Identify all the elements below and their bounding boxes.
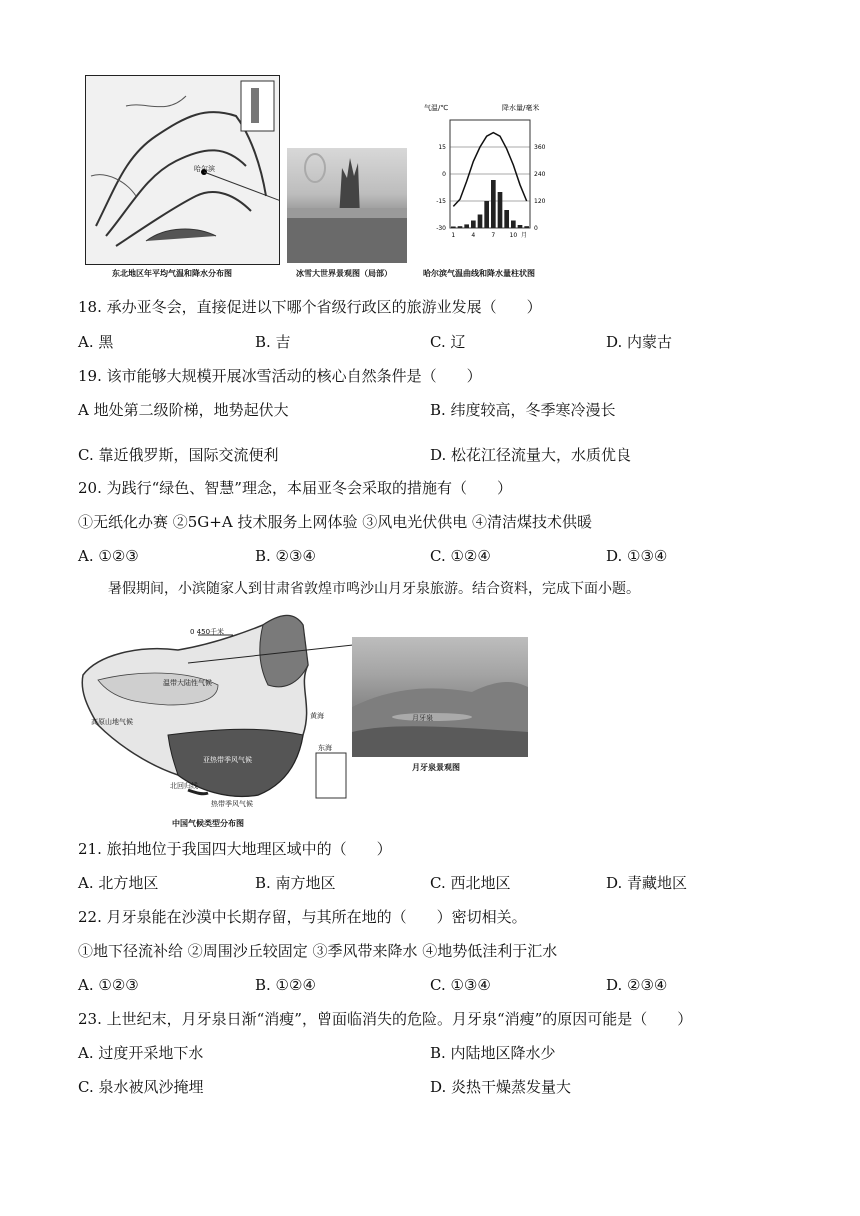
q19-option-c[interactable]: C. 靠近俄罗斯，国际交流便利 bbox=[78, 446, 279, 464]
photo-caption: 冰雪大世界景观图（局部） bbox=[296, 269, 392, 278]
question-22-stem: 22. 月牙泉能在沙漠中长期存留，与其所在地的（ ）密切相关。 bbox=[78, 908, 527, 926]
precipitation-bar bbox=[518, 225, 523, 228]
label-tropical: 热带季风气候 bbox=[211, 800, 253, 808]
question-19-stem: 19. 该市能够大规模开展冰雪活动的核心自然条件是（ ） bbox=[78, 367, 482, 385]
q22-option-d[interactable]: D. ②③④ bbox=[606, 976, 668, 994]
question-21-stem: 21. 旅拍地位于我国四大地理区域中的（ ） bbox=[78, 840, 392, 858]
precipitation-bar bbox=[458, 226, 463, 228]
q20-option-a[interactable]: A. ①②③ bbox=[78, 547, 139, 565]
precipitation-bar bbox=[471, 221, 476, 229]
scale-bar-label: 0 450千米 bbox=[190, 628, 225, 636]
china-climate-map bbox=[78, 605, 353, 815]
climate-chart-svg bbox=[420, 100, 560, 270]
precipitation-bar bbox=[478, 215, 483, 229]
climate-chart bbox=[420, 100, 560, 270]
y-left-tick-label: -30 bbox=[436, 225, 446, 232]
x-tick-label: 1 bbox=[451, 232, 456, 239]
map-caption: 东北地区年平均气温和降水分布图 bbox=[112, 269, 232, 278]
q21-option-c[interactable]: C. 西北地区 bbox=[430, 874, 511, 892]
label-temperate-continental: 温带大陆性气候 bbox=[163, 679, 212, 687]
x-tick-label: 10 bbox=[509, 232, 518, 239]
q18-option-d[interactable]: D. 内蒙古 bbox=[606, 333, 673, 351]
q20-option-c[interactable]: C. ①②④ bbox=[430, 547, 491, 565]
q20-option-d[interactable]: D. ①③④ bbox=[606, 547, 668, 565]
q21-option-b[interactable]: B. 南方地区 bbox=[255, 874, 336, 892]
q22-statements: ①地下径流补给 ②周围沙丘较固定 ③季风带来降水 ④地势低洼利于汇水 bbox=[78, 942, 558, 960]
northeast-map bbox=[85, 75, 280, 265]
q22-option-a[interactable]: A. ①②③ bbox=[78, 976, 139, 994]
precipitation-bar bbox=[484, 201, 489, 228]
y-right-tick-label: 0 bbox=[534, 225, 538, 232]
x-tick-label: 4 bbox=[471, 232, 476, 239]
label-subtropical: 亚热带季风气候 bbox=[203, 756, 252, 764]
precipitation-bar bbox=[504, 210, 509, 228]
precipitation-bar bbox=[464, 224, 469, 228]
map-city-label: 哈尔滨 bbox=[194, 165, 215, 173]
left-axis-title: 气温/℃ bbox=[424, 104, 449, 112]
desert-drawing bbox=[352, 637, 528, 757]
question-20-stem: 20. 为践行“绿色、智慧”理念，本届亚冬会采取的措施有（ ） bbox=[78, 479, 512, 497]
q19-option-d[interactable]: D. 松花江径流量大，水质优良 bbox=[430, 446, 632, 464]
x-tick-label: 7 bbox=[491, 232, 496, 239]
q18-option-c[interactable]: C. 辽 bbox=[430, 333, 466, 351]
precipitation-bar bbox=[491, 180, 496, 228]
question-23-stem: 23. 上世纪末，月牙泉日渐“消瘦”，曾面临消失的危险。月牙泉“消瘦”的原因可能是（ ） bbox=[78, 1010, 693, 1028]
y-left-tick-label: 0 bbox=[442, 171, 446, 178]
q18-option-b[interactable]: B. 吉 bbox=[255, 333, 291, 351]
china-map-caption: 中国气候类型分布图 bbox=[172, 819, 244, 828]
right-axis-title: 降水量/毫米 bbox=[502, 104, 540, 112]
precipitation-bar bbox=[498, 192, 503, 228]
chart-caption: 哈尔滨气温曲线和降水量柱状图 bbox=[423, 269, 535, 278]
label-huanghai: 黄海 bbox=[310, 712, 324, 720]
y-left-tick-label: -15 bbox=[436, 198, 446, 205]
precipitation-bar bbox=[451, 227, 456, 229]
y-right-tick-label: 120 bbox=[534, 198, 546, 205]
y-right-tick-label: 240 bbox=[534, 171, 546, 178]
northeast-map-drawing bbox=[86, 76, 279, 264]
temperature-line bbox=[453, 133, 526, 207]
q23-option-c[interactable]: C. 泉水被风沙掩埋 bbox=[78, 1078, 204, 1096]
q23-option-a[interactable]: A. 过度开采地下水 bbox=[78, 1044, 204, 1062]
label-beihui: 北回归线 bbox=[170, 782, 198, 790]
q20-option-b[interactable]: B. ②③④ bbox=[255, 547, 316, 565]
label-highland: 高原山地气候 bbox=[91, 718, 133, 726]
x-tick-label: 月 bbox=[520, 232, 528, 239]
q21-option-a[interactable]: A. 北方地区 bbox=[78, 874, 159, 892]
crescent-spring-photo bbox=[352, 637, 528, 757]
q19-option-a[interactable]: A 地处第二级阶梯，地势起伏大 bbox=[78, 401, 289, 419]
y-right-tick-label: 360 bbox=[534, 144, 546, 151]
ice-sculpture-drawing bbox=[287, 148, 407, 263]
q19-option-b[interactable]: B. 纬度较高，冬季寒冷漫长 bbox=[430, 401, 616, 419]
question-18-stem: 18. 承办亚冬会，直接促进以下哪个省级行政区的旅游业发展（ ） bbox=[78, 298, 542, 316]
y-left-tick-label: 15 bbox=[438, 144, 446, 151]
q22-option-c[interactable]: C. ①③④ bbox=[430, 976, 491, 994]
passage-intro: 暑假期间，小滨随家人到甘肃省敦煌市鸣沙山月牙泉旅游。结合资料，完成下面小题。 bbox=[108, 581, 640, 597]
ice-world-photo bbox=[287, 148, 407, 263]
q23-option-b[interactable]: B. 内陆地区降水少 bbox=[430, 1044, 556, 1062]
label-donghai: 东海 bbox=[318, 744, 332, 752]
photo-label-spring: 月牙泉 bbox=[412, 714, 433, 722]
precipitation-bar bbox=[511, 221, 516, 229]
spring-photo-caption: 月牙泉景观图 bbox=[412, 763, 460, 772]
q20-statements: ①无纸化办赛 ②5G+A 技术服务上网体验 ③风电光伏供电 ④清洁煤技术供暖 bbox=[78, 513, 593, 531]
precipitation-bar bbox=[524, 226, 529, 228]
q22-option-b[interactable]: B. ①②④ bbox=[255, 976, 316, 994]
q18-option-a[interactable]: A. 黑 bbox=[78, 333, 114, 351]
q23-option-d[interactable]: D. 炎热干燥蒸发量大 bbox=[430, 1078, 572, 1096]
q21-option-d[interactable]: D. 青藏地区 bbox=[606, 874, 688, 892]
